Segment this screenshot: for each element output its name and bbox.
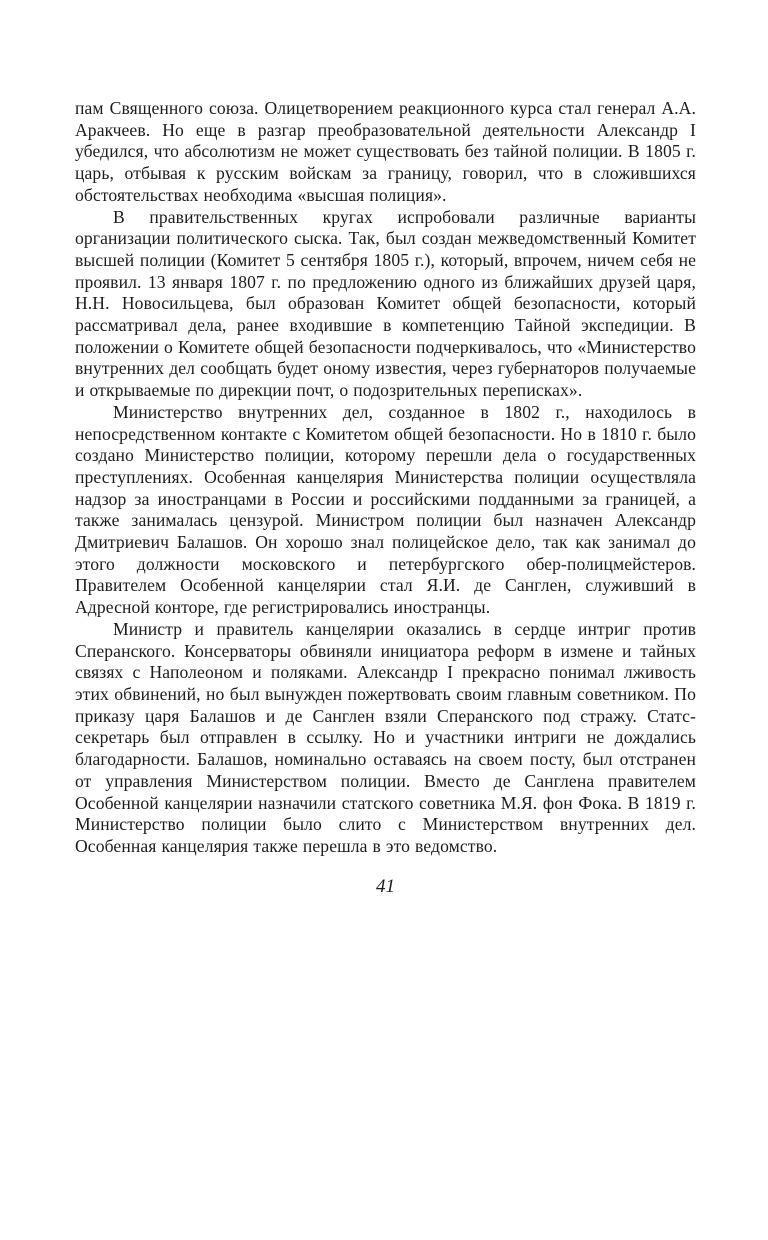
paragraph: пам Священного союза. Олицетворением реакционного курса стал генерал А.А. Аракчеев. Но еще в разгар преобразовательной деятельности Александр I убедился, что абсолютизм не может существовать без тайной полиции. В 1805 г. царь, отбывая к русским войскам за границу, говорил, что в сложившихся обстоятельствах необходима «высшая полиция». <box>75 98 696 205</box>
paragraph: В правительственных кругах испробовали различные варианты организации политического сыска. Так, был создан межведомственный Комитет высшей полиции (Комитет 5 сентября 1805 г.), который, впрочем, ничем себя не проявил. 13 января 1807 г. по предложению одного из ближайших друзей царя, Н.Н. Новосильцева, был образован Комитет общей безопасности, который рассматривал дела, ранее входившие в компетенцию Тайной экспедиции. В положении о Комитете общей безопасности подчеркивалось, что «Министерство внутренних дел сообщать будет оному известия, через губернаторов получаемые и открываемые по дирекции почт, о подозрительных переписках». <box>75 206 696 401</box>
page-text <box>75 98 696 858</box>
paragraph: Министерство внутренних дел, созданное в 1802 г., находилось в непосредственном контакте с Комитетом общей безопасности. Но в 1810 г. было создано Министерство полиции, которому перешли дела о государственных преступлениях. Особенная канцелярия Министерства полиции осуществляла надзор за иностранцами в России и российскими подданными за границей, а также занималась цензурой. Министром полиции был назначен Александр Дмитриевич Балашов. Он хорошо знал полицейское дело, так как занимал до этого должности московского и петербургского обер-полицмейстеров. Правителем Особенной канцелярии стал Я.И. де Санглен, служивший в Адресной конторе, где регистрировались иностранцы. <box>75 401 696 618</box>
page-number: 41 <box>376 875 395 897</box>
paragraph: Министр и правитель канцелярии оказались в сердце интриг против Сперанского. Консерваторы обвиняли инициатора реформ в измене и тайных связях с Наполеоном и поляками. Александр I прекрасно понимал лживость этих обвинений, но был вынужден пожертвовать своим главным советником. По приказу царя Балашов и де Санглен взяли Сперанского под стражу. Статс-секретарь был отправлен в ссылку. Но и участники интриги не дождались благодарности. Балашов, номинально оставаясь на своем посту, был отстранен от управления Министерством полиции. Вместо де Санглена правителем Особенной канцелярии назначили статского советника М.Я. фон Фока. В 1819 г. Министерство полиции было слито с Министерством внутренних дел. Особенная канцелярия также перешла в это ведомство. <box>75 618 696 856</box>
